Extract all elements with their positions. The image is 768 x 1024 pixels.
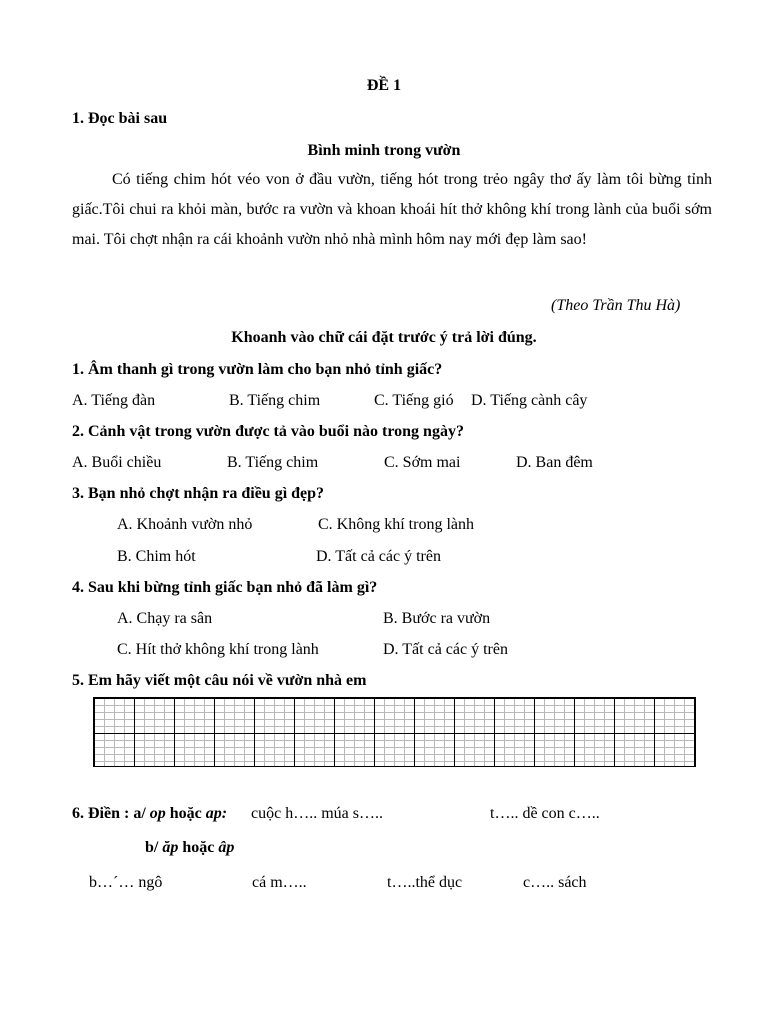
option-2c[interactable]: C. Sớm mai — [384, 454, 461, 471]
q6-hoac: hoặc — [169, 805, 202, 822]
q6-prefix: 6. Điền : a/ — [72, 805, 146, 822]
story-source: (Theo Trần Thu Hà) — [551, 297, 681, 314]
fill-item-b3[interactable]: t…..thể dục — [387, 874, 463, 891]
option-4c[interactable]: C. Hít thở không khí trong lành — [117, 641, 319, 658]
question-6a-line — [72, 804, 227, 824]
option-2b[interactable]: B. Tiếng chim — [227, 454, 319, 471]
option-3c[interactable]: C. Không khí trong lành — [318, 516, 474, 533]
fill-item-a2[interactable]: t….. dề con c….. — [490, 805, 600, 822]
q6-hoac-b: hoặc — [182, 839, 215, 856]
question-1: 1. Âm thanh gì trong vườn làm cho bạn nhỏ tỉnh giấc? — [72, 361, 443, 378]
option-4b[interactable]: B. Bước ra vườn — [383, 610, 491, 627]
option-3b[interactable]: B. Chim hót — [117, 548, 196, 565]
option-4d[interactable]: D. Tất cả các ý trên — [383, 641, 508, 658]
q6-op: op — [149, 805, 166, 822]
option-1b[interactable]: B. Tiếng chim — [229, 392, 321, 409]
instruction: Khoanh vào chữ cái đặt trước ý trả lời đúng. — [231, 329, 537, 346]
q6-aep: ăp — [162, 839, 179, 856]
q6-b-prefix: b/ — [145, 839, 159, 856]
fill-item-a1[interactable]: cuộc h….. múa s….. — [251, 805, 383, 822]
option-3a[interactable]: A. Khoảnh vườn nhỏ — [117, 516, 253, 533]
question-3: 3. Bạn nhỏ chợt nhận ra điều gì đẹp? — [72, 485, 325, 502]
story-body — [72, 165, 712, 255]
option-3d[interactable]: D. Tất cả các ý trên — [316, 548, 441, 565]
fill-item-b4[interactable]: c….. sách — [523, 874, 587, 891]
question-6b-line — [145, 838, 234, 858]
fill-item-b1[interactable]: b…´… ngô — [89, 874, 163, 891]
story-title: Bình minh trong vườn — [307, 142, 461, 159]
option-1d[interactable]: D. Tiếng cành cây — [471, 392, 588, 409]
section-title: 1. Đọc bài sau — [72, 110, 168, 127]
option-1a[interactable]: A. Tiếng đàn — [72, 392, 156, 409]
q6-ap: ap: — [205, 805, 228, 822]
question-2: 2. Cảnh vật trong vườn được tả vào buổi nào trong ngày? — [72, 423, 464, 440]
story-text: Có tiếng chim hót véo von ở đầu vườn, tiếng hót trong trẻo ngây thơ ấy làm tôi bừng tỉnh giấc.Tôi chui ra khỏi màn, bước ra vườn và khoan khoái hít thở không khí trong lành của buổi sớm mai. Tôi chợt nhận ra cái khoảnh vườn nhỏ nhà mình hôm nay mới đẹp làm sao! — [72, 171, 712, 248]
option-2a[interactable]: A. Buổi chiều — [72, 454, 162, 471]
exam-heading: ĐỀ 1 — [366, 77, 402, 94]
option-4a[interactable]: A. Chạy ra sân — [117, 610, 213, 627]
handwriting-grid[interactable] — [93, 697, 696, 767]
fill-item-b2[interactable]: cá m….. — [252, 874, 307, 891]
question-5: 5. Em hãy viết một câu nói về vườn nhà em — [72, 672, 367, 689]
option-2d[interactable]: D. Ban đêm — [516, 454, 593, 471]
question-4: 4. Sau khi bừng tỉnh giấc bạn nhỏ đã làm gì? — [72, 579, 378, 596]
option-1c[interactable]: C. Tiếng gió — [374, 392, 454, 409]
q6-aap: âp — [218, 839, 235, 856]
